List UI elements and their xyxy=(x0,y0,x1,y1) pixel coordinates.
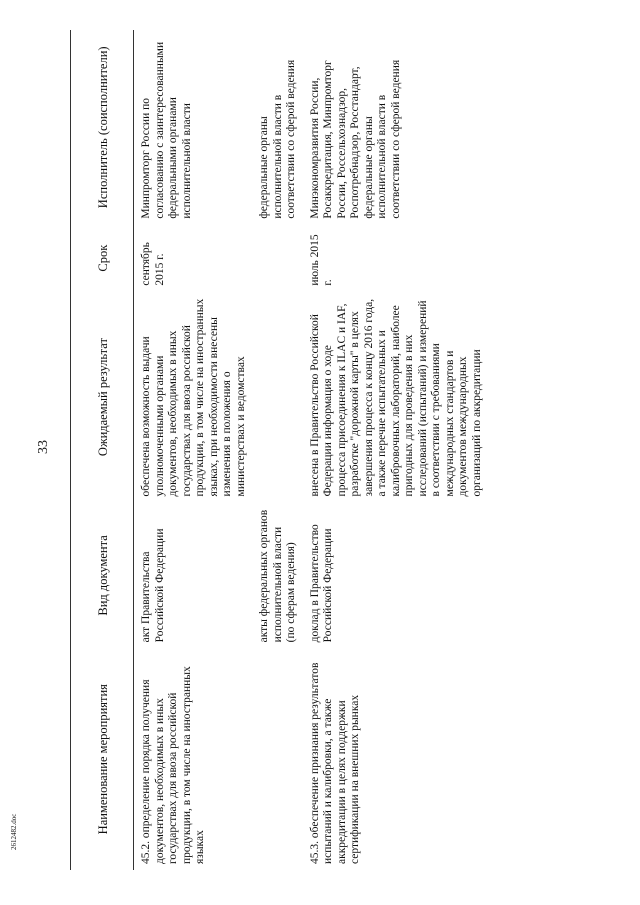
activities-table xyxy=(70,30,488,870)
table-row xyxy=(252,30,303,870)
cell-term: сентябрь 2015 г. xyxy=(140,242,166,286)
cell-executor: федеральные органы исполнительной власти в соответствии со сферой ведения xyxy=(258,59,297,219)
cell-result xyxy=(252,292,303,503)
table-header-row xyxy=(71,30,134,870)
cell-executor: Минпромторг России по согласованию с заинтересованными федеральными органами исполнительной власти xyxy=(140,41,193,219)
footer-filename: 2612482.doc xyxy=(10,813,18,850)
rotated-table-sheet xyxy=(70,30,590,870)
cell-name: 45.3. обеспечение признания результатов испытаний и калибровки, а также аккредитации в целях поддержки сертификации на внешних рынках xyxy=(308,662,361,864)
cell-result: обеспечена возможность выдачи уполномоченными органами документов, необходимых в иных государствах для ввоза российской продукции, в том числе на иностранных языках, при необходимости внесены изменения в положения о министерствах и ведомствах xyxy=(140,298,247,497)
header-executor: Исполнитель (соисполнители) xyxy=(71,30,134,225)
table-row xyxy=(134,30,253,870)
page-number: 33 xyxy=(36,440,51,454)
header-name: Наименование мероприятия xyxy=(71,648,134,870)
table-row xyxy=(303,30,489,870)
cell-executor: Минэкономразвития России, Росаккредитация, Минпромторг России, Россельхознадзор, Роспотребнадзор, Росстандарт, федеральные органы исполнительной власти в соответствии со сферой ведения xyxy=(308,59,402,219)
cell-name: 45.2. определение порядка получения документов, необходимых в иных государствах для ввоза российской продукции, в том числе на иностранных языках xyxy=(140,666,206,864)
cell-doc: акт Правительства Российской Федерации xyxy=(140,528,166,643)
cell-doc: доклад в Правительство Российской Федерации xyxy=(308,524,334,643)
cell-result: внесена в Правительство Российской Федерации информация о ходе процесса присоединения к ILAC и IAF, разработке "дорожной карты" в целях завершения процесса к концу 2016 года, а также перечне испытательных и калибровочных лабораторий, наиболее пригодных для проведения в них исследований (испытаний) и измерений в соответствии с требованиями международных стандартов и документов международных организаций по аккредитации xyxy=(308,298,483,497)
cell-doc: акты федеральных органов исполнительной власти (по сферам ведения) xyxy=(258,509,297,643)
cell-term: июль 2015 г. xyxy=(308,234,334,286)
header-doc: Вид документа xyxy=(71,502,134,648)
header-result: Ожидаемый результат xyxy=(71,292,134,503)
cell-term xyxy=(252,225,303,292)
cell-name xyxy=(252,648,303,870)
header-term: Срок xyxy=(71,225,134,292)
